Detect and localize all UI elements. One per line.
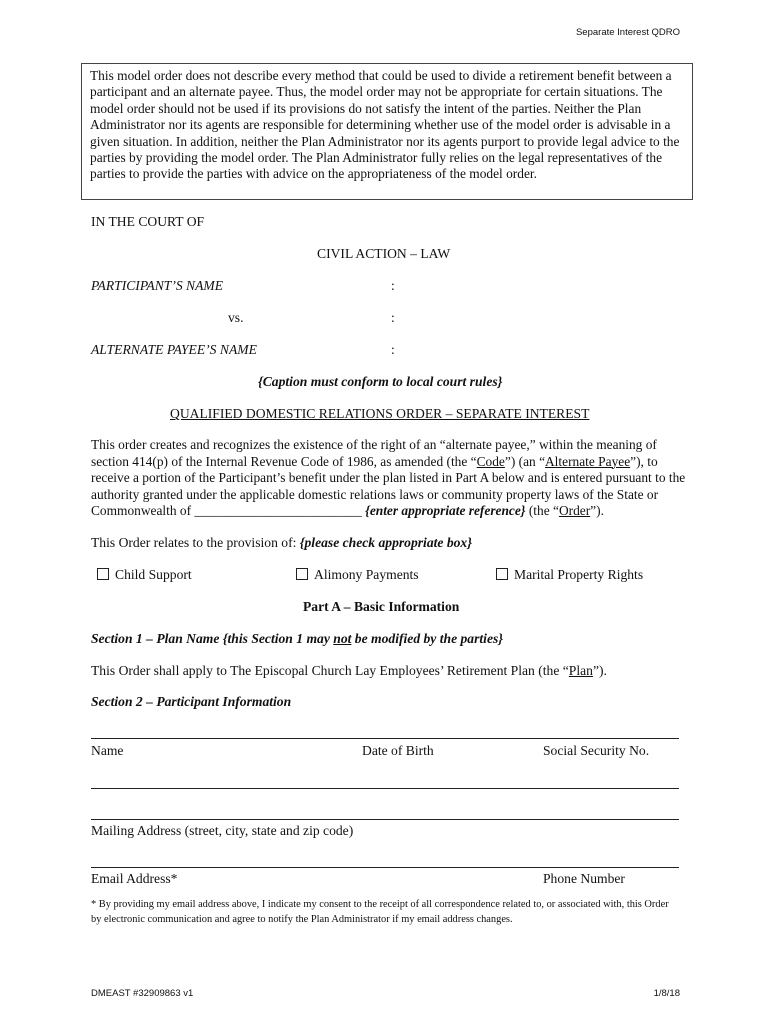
reference-instruction: {enter appropriate reference} bbox=[365, 503, 526, 519]
disclaimer-box bbox=[81, 63, 693, 200]
section-1-heading: Section 1 – Plan Name {this Section 1 may not be modified by the parties} bbox=[91, 631, 504, 646]
participant-name-label: PARTICIPANT’S NAME bbox=[91, 278, 224, 293]
code-term: Code bbox=[476, 453, 505, 469]
document-title: QUALIFIED DOMESTIC RELATIONS ORDER – SEPARATE INTEREST bbox=[170, 406, 590, 421]
date-of-birth-label: Date of Birth bbox=[362, 743, 434, 758]
ssn-label: Social Security No. bbox=[543, 743, 650, 758]
state-blank[interactable]: _________________________ bbox=[194, 503, 362, 519]
option-marital-property-rights[interactable] bbox=[496, 567, 643, 583]
name-field-line[interactable] bbox=[91, 738, 679, 739]
mailing-address-label: Mailing Address (street, city, state and zip code) bbox=[91, 823, 354, 838]
document-date: 1/8/18 bbox=[653, 988, 680, 999]
caption-colon: : bbox=[391, 310, 395, 325]
alternate-payee-term: Alternate Payee bbox=[545, 453, 631, 469]
section-2-heading: Section 2 – Participant Information bbox=[91, 694, 292, 709]
option-label: Child Support bbox=[115, 567, 192, 582]
checkbox-icon[interactable] bbox=[296, 568, 308, 580]
disclaimer-text: This model order does not describe every method that could be used to divide a retirement benefit between a participant and an alternate payee. Thus, the model order may not be appropriate for certain situations. The model order should not be used if its provisions do not satisfy the intent of the parties. Neither the Plan Administrator nor its agents are responsible for determining whether use of the model order is advisable in a given situation. In addition, neither the Plan Administrator nor its agents purport to provide legal advice to the parties by providing the model order. The Plan Administrator fully relies on the legal representatives of the parties to provide the parties with advice on the appropriateness of the model order. bbox=[90, 68, 680, 182]
document-type-label: Separate Interest QDRO bbox=[575, 27, 680, 38]
phone-number-label: Phone Number bbox=[543, 871, 625, 886]
caption-note: {Caption must conform to local court rules} bbox=[258, 374, 503, 389]
caption-colon: : bbox=[391, 342, 395, 357]
option-child-support[interactable] bbox=[97, 567, 192, 583]
caption-colon: : bbox=[391, 278, 395, 293]
email-phone-field-line[interactable] bbox=[91, 867, 679, 868]
part-a-heading: Part A – Basic Information bbox=[303, 599, 460, 614]
alternate-payee-name-label: ALTERNATE PAYEE’S NAME bbox=[91, 342, 257, 357]
email-address-label: Email Address* bbox=[91, 871, 178, 886]
mailing-address-field-line[interactable] bbox=[91, 819, 679, 820]
email-consent-footnote: * By providing my email address above, I indicate my consent to the receipt of all correspondence related to, or associated with, this Order by electronic communication and agree to notify the Plan Administrator if my email address changes. bbox=[91, 899, 669, 925]
option-label: Alimony Payments bbox=[314, 567, 419, 582]
court-heading: IN THE COURT OF bbox=[91, 214, 205, 229]
intro-paragraph: This order creates and recognizes the existence of the right of an “alternate payee,” within the meaning of section 414(p) of the Internal Revenue Code of 1986, as amended (the “Code”) (an “Alternate Payee”), to receive a portion of the Participant’s benefit under the plan listed in Part A below and is entered pursuant to the authority granted under the applicable domestic relations laws or community property laws of the State or Commonwealth of _________________________ {enter appropriate reference} (the “Order”). bbox=[91, 437, 686, 519]
document-id: DMEAST #32909863 v1 bbox=[91, 988, 194, 999]
check-box-instruction: {please check appropriate box} bbox=[299, 535, 472, 550]
field-line[interactable] bbox=[91, 788, 679, 789]
option-alimony-payments[interactable] bbox=[296, 567, 419, 583]
versus-label: vs. bbox=[228, 310, 244, 325]
checkbox-icon[interactable] bbox=[97, 568, 109, 580]
option-label: Marital Property Rights bbox=[514, 567, 644, 582]
order-term: Order bbox=[558, 503, 591, 519]
name-label: Name bbox=[91, 743, 124, 758]
plan-term: Plan bbox=[568, 663, 593, 678]
relates-to-line: This Order relates to the provision of: {please check appropriate box} bbox=[91, 535, 472, 550]
checkbox-icon[interactable] bbox=[496, 568, 508, 580]
plan-sentence: This Order shall apply to The Episcopal Church Lay Employees’ Retirement Plan (the “Plan”). bbox=[91, 663, 607, 678]
civil-action-heading: CIVIL ACTION – LAW bbox=[317, 246, 451, 261]
